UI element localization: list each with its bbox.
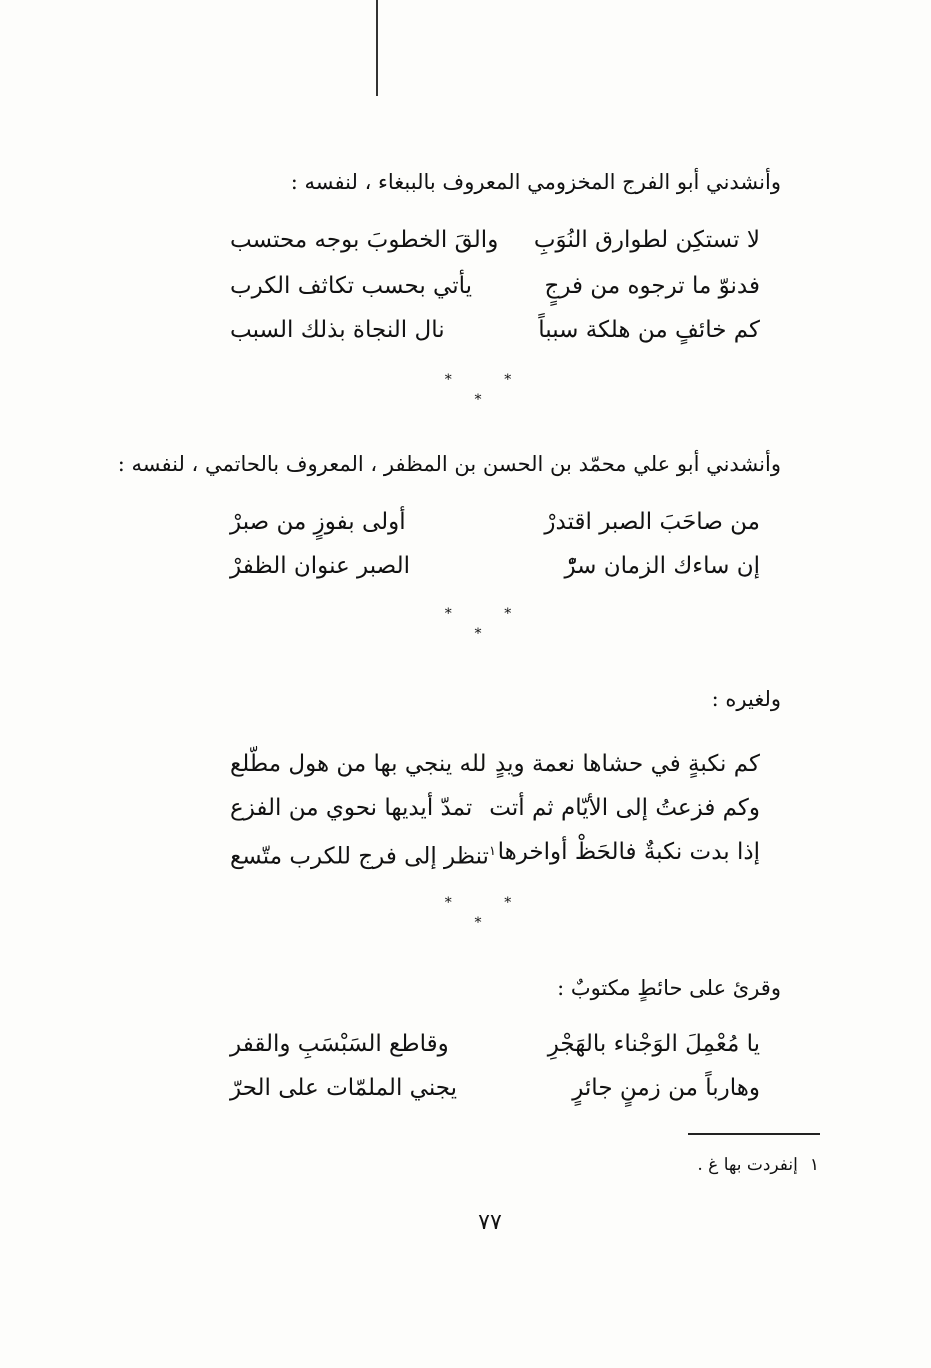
section-4-verse-2 xyxy=(230,1068,760,1108)
verse-first-hemistich: يا مُعْمِلَ الوَجْناء بالهَجْرِ xyxy=(547,1031,760,1057)
section-2-intro: وأنشدني أبو علي محمّد بن الحسن بن المظفر ، المعروف بالحاتمي ، لنفسه : xyxy=(117,452,781,476)
section-4-verse-1 xyxy=(230,1024,760,1064)
section-1-verse-3 xyxy=(230,310,760,350)
verse-first-hemistich: إن ساءك الزمان سرّْ xyxy=(564,553,760,579)
verse-first-hemistich: كم نكبةٍ في حشاها نعمة ويدٍ xyxy=(495,751,760,777)
footnote xyxy=(697,1152,819,1178)
section-separator: * * * xyxy=(444,606,536,642)
verse-second-hemistich xyxy=(230,832,496,877)
verse-second-hemistich: والقَ الخطوبَ بوجه محتسب xyxy=(230,227,499,253)
footnote-rule xyxy=(688,1133,820,1135)
verse-first-hemistich: كم خائفٍ من هلكة سبباً xyxy=(538,317,760,343)
verse-first-hemistich: وهارباً من زمنٍ جائرٍ xyxy=(572,1075,760,1101)
verse-first-hemistich: إذا بدت نكبةٌ فالحَظْ أواخرها xyxy=(497,839,760,865)
section-separator: * * * xyxy=(444,372,536,408)
footnote-text: إنفردت بها غ . xyxy=(697,1155,798,1175)
section-3-verse-3 xyxy=(230,832,760,872)
footnote-number: ١ xyxy=(809,1155,819,1175)
section-separator: * * * xyxy=(444,895,536,931)
verse-second-hemistich: نال النجاة بذلك السبب xyxy=(230,317,445,343)
section-1-verse-1 xyxy=(230,220,760,260)
verse-second-hemistich: وقاطع السَبْسَبِ والقفر xyxy=(230,1031,449,1057)
page-number: ٧٧ xyxy=(478,1210,502,1235)
verse-second-hemistich: يجني الملمّات على الحرّ xyxy=(230,1075,458,1101)
verse-second-hemistich: الصبر عنوان الظفرْ xyxy=(230,553,411,579)
verse-second-hemistich: لله ينجي بها من هول مطّلع xyxy=(230,751,487,777)
section-2-verse-2 xyxy=(230,546,760,586)
section-3-verse-2 xyxy=(230,788,760,828)
section-3-verse-1 xyxy=(230,744,760,784)
verse-second-hemistich: تمدّ أيديها نحوي من الفزع xyxy=(230,795,473,821)
verse-first-hemistich: فدنوّ ما ترجوه من فرجٍ xyxy=(544,273,760,299)
section-1-intro: وأنشدني أبو الفرج المخزومي المعروف بالببغاء ، لنفسه : xyxy=(290,170,781,194)
section-4-intro: وقرئ على حائطٍ مكتوبٌ : xyxy=(557,976,781,1000)
verse-first-hemistich: من صاحَبَ الصبر اقتدرْ xyxy=(544,509,760,535)
verse-first-hemistich: وكم فزعتُ إلى الأيّام ثم أتت xyxy=(489,795,760,821)
verse-second-hemistich: أولى بفوزٍ من صبرْ xyxy=(230,509,406,535)
section-3-intro: ولغيره : xyxy=(711,687,781,711)
verse-second-hemistich-text: تنظر إلى فرج للكرب متّسع xyxy=(230,843,489,870)
section-2-verse-1 xyxy=(230,502,760,542)
verse-second-hemistich: يأتي بحسب تكاثف الكرب xyxy=(230,273,473,299)
verse-first-hemistich: لا تستكِن لطوارق النُوَبِ xyxy=(533,227,760,253)
section-1-verse-2 xyxy=(230,266,760,306)
footnote-mark: ١ xyxy=(488,844,496,859)
gutter-line xyxy=(376,0,378,96)
